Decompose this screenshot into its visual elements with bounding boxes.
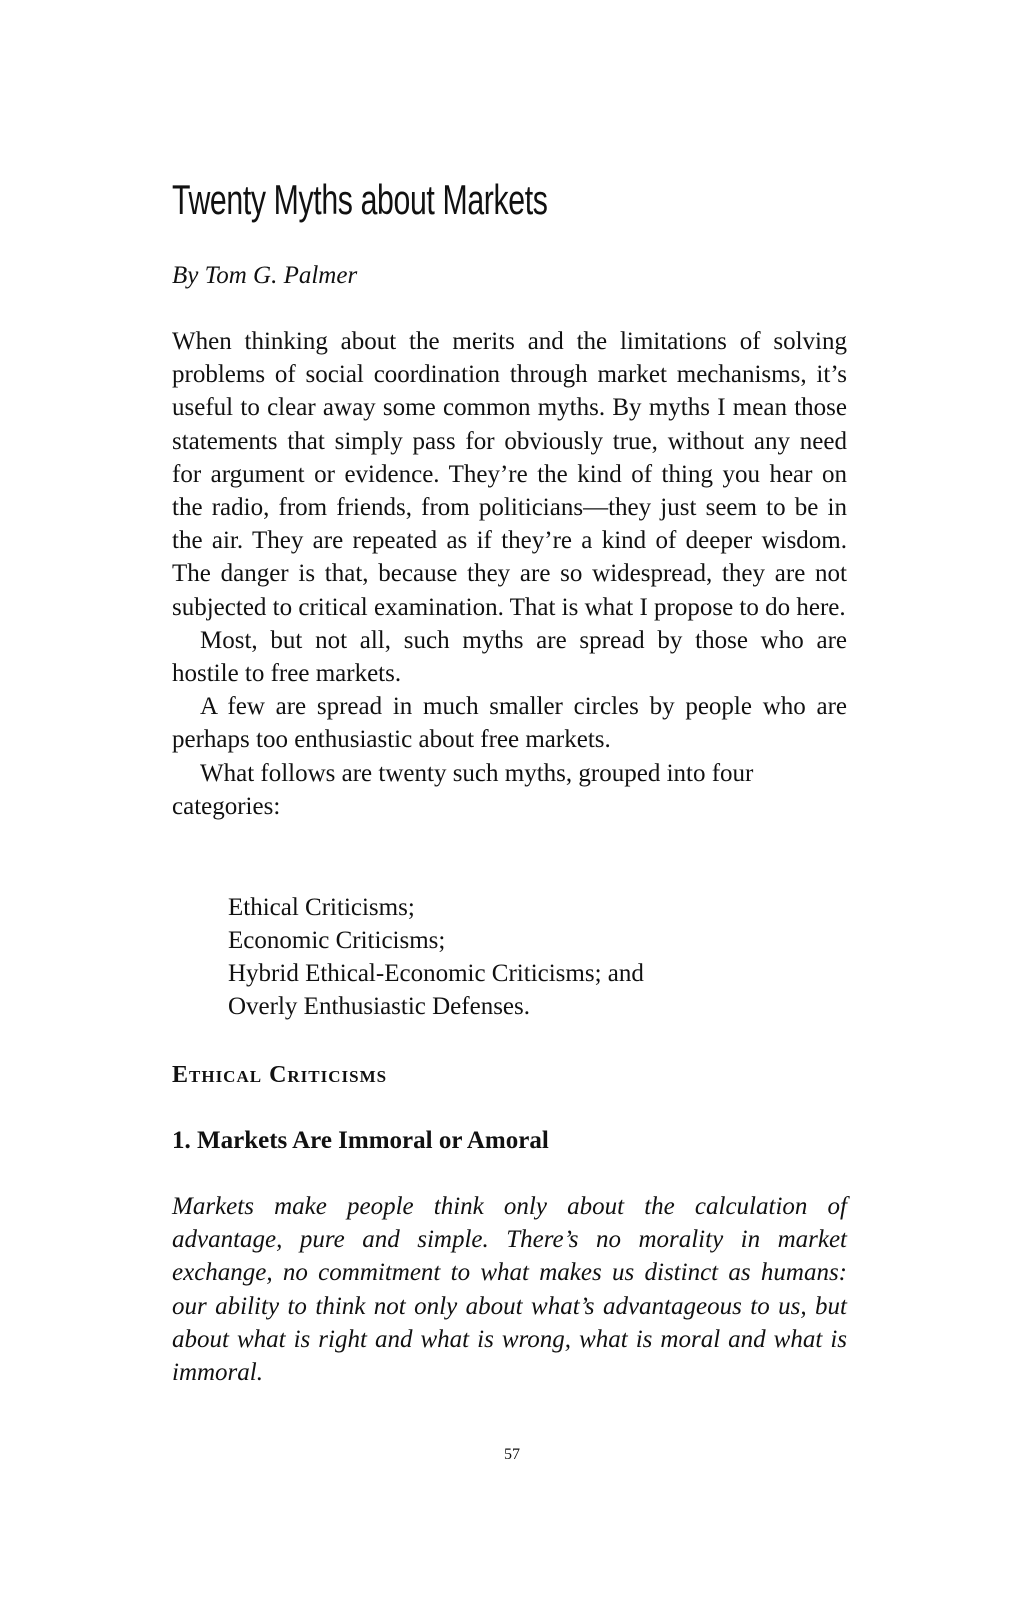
myth-statement-text: Markets make people think only about the calculation of advantage, pure and simple. There’s no morality in market exchange, no commitment to what makes us distinct as humans: our ability to think not only about what’s advantageous to us, but about what is right and what is wrong, what is moral and what is immoral. (172, 1193, 847, 1387)
intro-paragraph-4: What follows are twenty such myths, grouped into four categories: (172, 759, 754, 820)
intro-paragraph-1: When thinking about the merits and the limitations of solving problems of social coordination through market mechanisms, it’s useful to clear away some common myths. By myths I mean those statements that simply pass for obviously true, without any need for argument or evidence. They’re the kind of thing you hear on the radio, from friends, from politicians—they just seem to be in the air. They are repeated as if they’re a kind of deeper wisdom. The danger is that, because they are so widespread, they are not subjected to critical examination. That is what I propose to do here. (172, 328, 847, 621)
category-item: Hybrid Ethical-Economic Criticisms; and (228, 960, 644, 987)
myth-heading: 1. Markets Are Immoral or Amoral (172, 1127, 549, 1154)
intro-paragraph-2: Most, but not all, such myths are spread by those who are hostile to free markets. (172, 626, 847, 688)
chapter-title: Twenty Myths about Markets (172, 176, 548, 223)
section-heading: Ethical Criticisms (172, 1062, 388, 1088)
author-byline: By Tom G. Palmer (172, 262, 358, 289)
page-number: 57 (504, 1446, 520, 1463)
intro-paragraph-3: A few are spread in much smaller circles by people who are perhaps too enthusiastic about free markets. (172, 693, 847, 754)
category-list (228, 891, 644, 1023)
category-item: Ethical Criticisms; (228, 894, 415, 921)
intro-text (172, 325, 847, 823)
category-item: Economic Criticisms; (228, 927, 446, 954)
myth-statement (172, 1190, 847, 1389)
category-item: Overly Enthusiastic Defenses. (228, 993, 531, 1020)
